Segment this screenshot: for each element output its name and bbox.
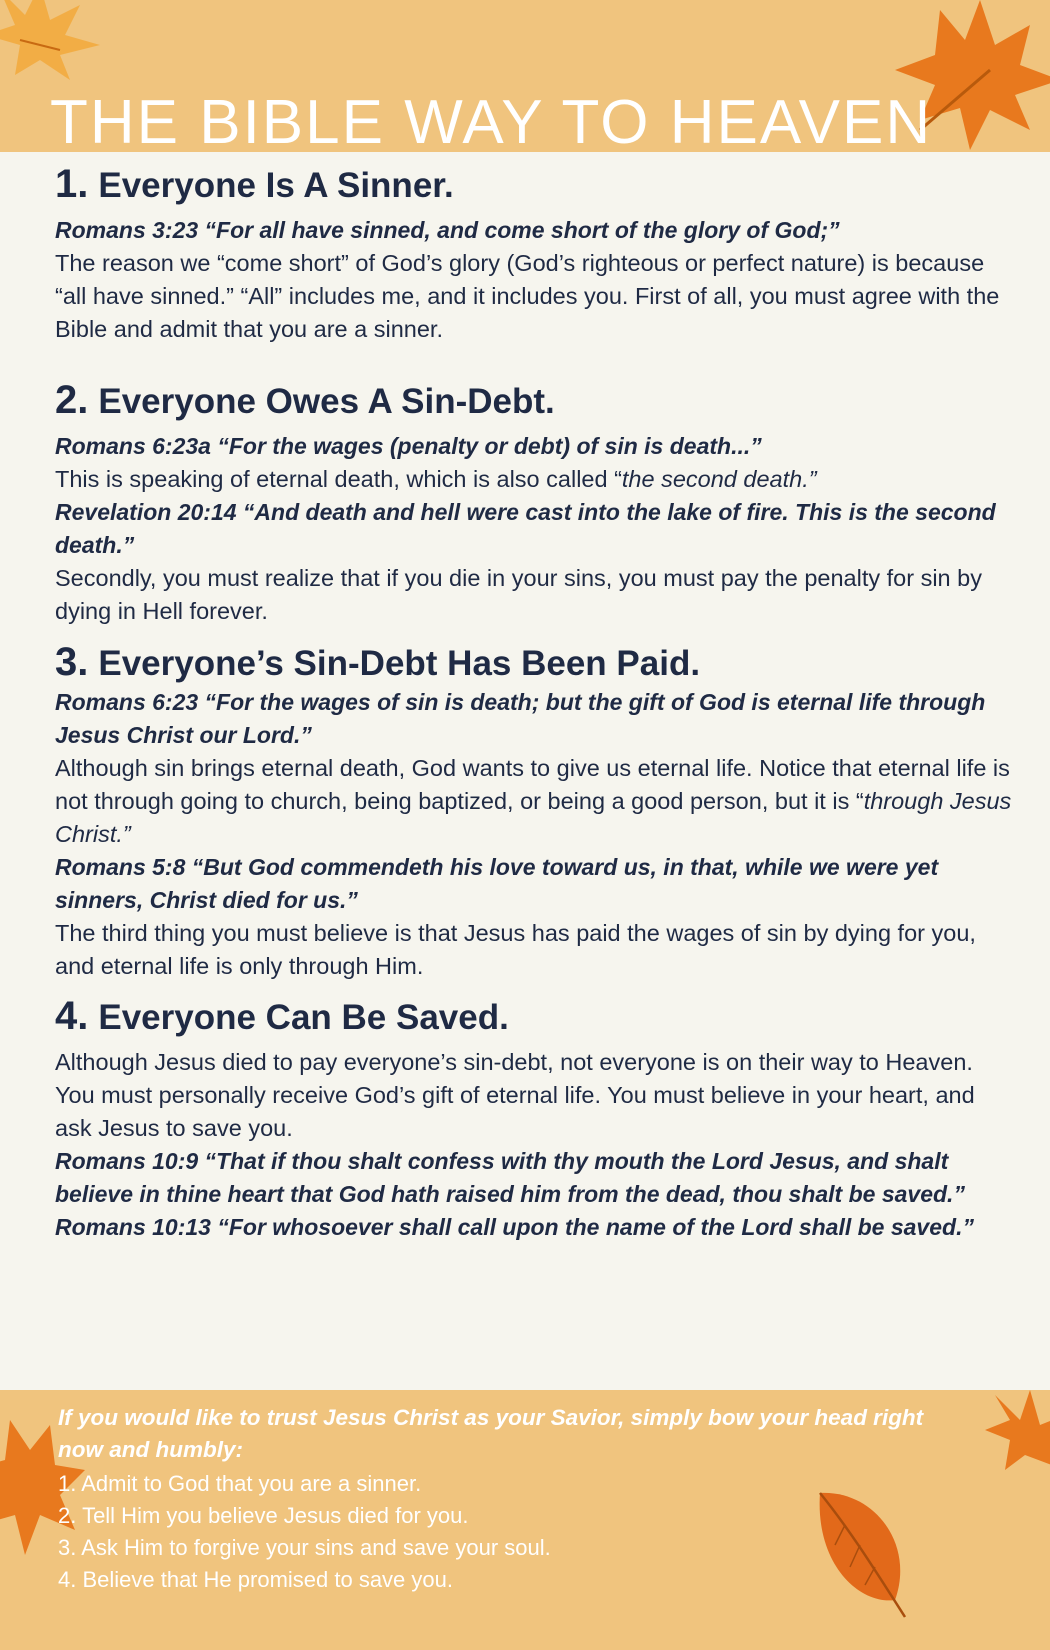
scripture-verse: Romans 10:9 “That if thou shalt confess with thy mouth the Lord Jesus, and shalt believe in thine heart that God hath raised him from the dead, thou shalt be saved.” — [55, 1148, 965, 1207]
section-number: 4. — [55, 994, 89, 1038]
section-number: 3. — [55, 640, 89, 684]
explanation-text: Although Jesus died to pay everyone’s sin-debt, not everyone is on their way to Heaven. You must personally receive God’s gift of eternal life. You must believe in your heart, and ask Jesus to save you. — [55, 1049, 975, 1141]
page-title: THE BIBLE WAY TO HEAVEN — [50, 88, 933, 152]
maple-leaf-bottom-right-icon — [985, 1390, 1050, 1470]
section-heading — [55, 642, 1015, 684]
scripture-verse: Romans 5:8 “But God commendeth his love toward us, in that, while we were yet sinners, Christ died for us.” — [55, 854, 939, 913]
maple-leaf-top-left-icon — [0, 0, 120, 90]
invitation-text: If you would like to trust Jesus Christ as your Savior, simply bow your head right now and humbly: — [58, 1405, 924, 1462]
footer-banner — [0, 1390, 1050, 1650]
explanation-text — [55, 463, 1015, 496]
explanation-text: The reason we “come short” of God’s glory (God’s righteous or perfect nature) is because “all have sinned.” “All” includes me, and it includes you. First of all, you must agree with the Bible and admit that you are a sinner. — [55, 250, 1000, 342]
section-3 — [55, 642, 1015, 983]
list-item: 2. Tell Him you believe Jesus died for you. — [58, 1503, 469, 1528]
explanation-text-emphasis: the second death.” — [621, 466, 817, 492]
header-banner — [0, 0, 1050, 152]
scripture-verse: Romans 6:23a “For the wages (penalty or debt) of sin is death...” — [55, 433, 762, 459]
scripture-verse: Romans 3:23 “For all have sinned, and come short of the glory of God;” — [55, 217, 840, 243]
section-heading — [55, 164, 1015, 206]
section-title: Everyone Is A Sinner. — [98, 166, 454, 205]
explanation-text-emphasis: through Jesus Christ.” — [55, 788, 1012, 847]
scripture-verse: Romans 10:13 “For whosoever shall call upon the name of the Lord shall be saved.” — [55, 1214, 974, 1240]
prayer-steps-list — [58, 1468, 551, 1596]
scripture-verse: Revelation 20:14 “And death and hell were cast into the lake of fire. This is the second death.” — [55, 499, 996, 558]
section-number: 2. — [55, 378, 89, 422]
explanation-text-plain: Although sin brings eternal death, God wants to give us eternal life. Notice that eternal life is not through going to church, being baptized, or being a good person, but it is “ — [55, 755, 1010, 814]
section-heading — [55, 380, 1015, 422]
section-heading — [55, 996, 1015, 1038]
explanation-text: Secondly, you must realize that if you die in your sins, you must pay the penalty for sin by dying in Hell forever. — [55, 565, 982, 624]
section-4 — [55, 996, 1015, 1244]
scripture-verse: Romans 6:23 “For the wages of sin is death; but the gift of God is eternal life through Jesus Christ our Lord.” — [55, 689, 986, 748]
section-title: Everyone’s Sin-Debt Has Been Paid. — [98, 644, 701, 683]
section-1 — [55, 164, 1015, 346]
oval-leaf-icon — [805, 1485, 915, 1620]
content-area — [0, 152, 1050, 1390]
section-number: 1. — [55, 162, 89, 206]
explanation-text: The third thing you must believe is that Jesus has paid the wages of sin by dying for you, and eternal life is only through Him. — [55, 920, 976, 979]
list-item: 3. Ask Him to forgive your sins and save your soul. — [58, 1535, 551, 1560]
list-item: 4. Believe that He promised to save you. — [58, 1567, 453, 1592]
section-2 — [55, 380, 1015, 628]
section-title: Everyone Can Be Saved. — [98, 998, 509, 1037]
section-title: Everyone Owes A Sin-Debt. — [98, 382, 555, 421]
explanation-text — [55, 752, 1015, 851]
list-item: 1. Admit to God that you are a sinner. — [58, 1471, 422, 1496]
explanation-text-plain: This is speaking of eternal death, which is also called “ — [55, 466, 622, 492]
